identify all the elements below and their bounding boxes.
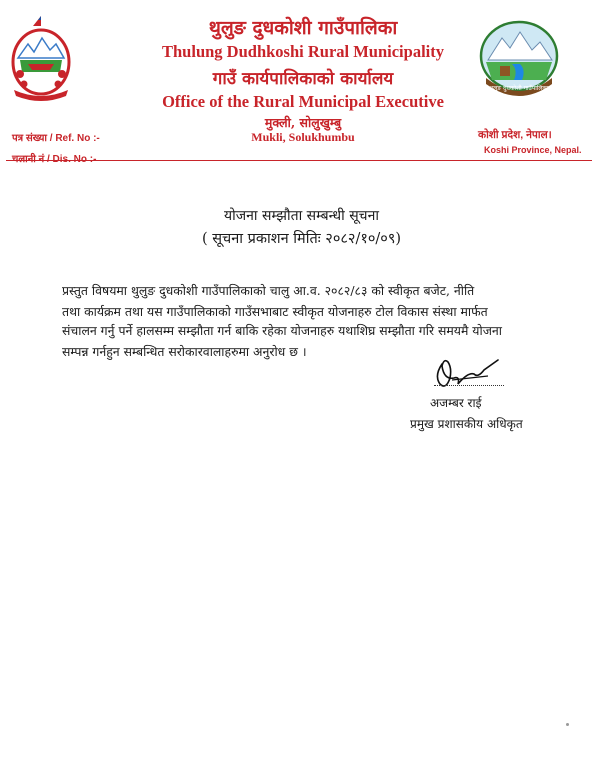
body-line: संचालन गर्नु पर्ने हालसम्म सम्झौता गर्न बाकि रहेका योजनाहरु यथाशिघ्र सम्झौता गरि समयमै योजना	[62, 323, 502, 338]
address-np: मुक्ली, सोलुखुम्बु	[264, 115, 342, 130]
signatory-designation: प्रमुख प्रशासकीय अधिकृत	[410, 417, 523, 431]
municipality-logo-icon	[476, 20, 562, 100]
signature-icon	[428, 356, 504, 392]
signature-line	[434, 385, 504, 386]
notice-title: योजना सम्झौता सम्बन्धी सूचना	[224, 208, 379, 224]
office-name-np: गाउँ कार्यपालिकाको कार्यालय	[212, 69, 394, 89]
address-en: Mukli, Solukhumbu	[251, 130, 355, 144]
signatory-name: अजम्बर राई	[430, 396, 482, 410]
header-divider	[6, 160, 592, 161]
province-np: कोशी प्रदेश, नेपाल।	[478, 129, 552, 141]
municipality-name-np: थुलुङ दुधकोशी गाउँपालिका	[208, 17, 398, 39]
municipality-name-en: Thulung Dudhkoshi Rural Municipality	[162, 42, 444, 61]
province-en: Koshi Province, Nepal.	[484, 145, 582, 155]
nepal-emblem-icon	[10, 14, 72, 102]
body-line: तथा कार्यक्रम तथा यस गाउँपालिकाको गाउँसभाबाट स्वीकृत योजनाहरु टोल विकास संस्था मार्फत	[62, 304, 488, 319]
office-name-en: Office of the Rural Municipal Executive	[162, 92, 444, 111]
dispatch-number-label: चलानी नं / Dis. No :-	[12, 154, 97, 165]
logo-caption: थुलुङ दुधकोशी गाउँपालिका	[489, 85, 549, 92]
notice-subtitle: ( सूचना प्रकाशन मितिः २०८२/१०/०९)	[201, 231, 402, 247]
ref-number-label: पत्र संख्या / Ref. No :-	[12, 133, 100, 144]
body-line: सम्पन्न गर्नहुन सम्बन्धित सरोकारवालाहरुमा अनुरोध छ ।	[62, 344, 307, 359]
body-line: प्रस्तुत विषयमा थुलुङ दुधकोशी गाउँपालिकाको चालु आ.व. २०८२/८३ को स्वीकृत बजेट, नीति	[62, 283, 475, 298]
scan-speck	[566, 723, 569, 726]
